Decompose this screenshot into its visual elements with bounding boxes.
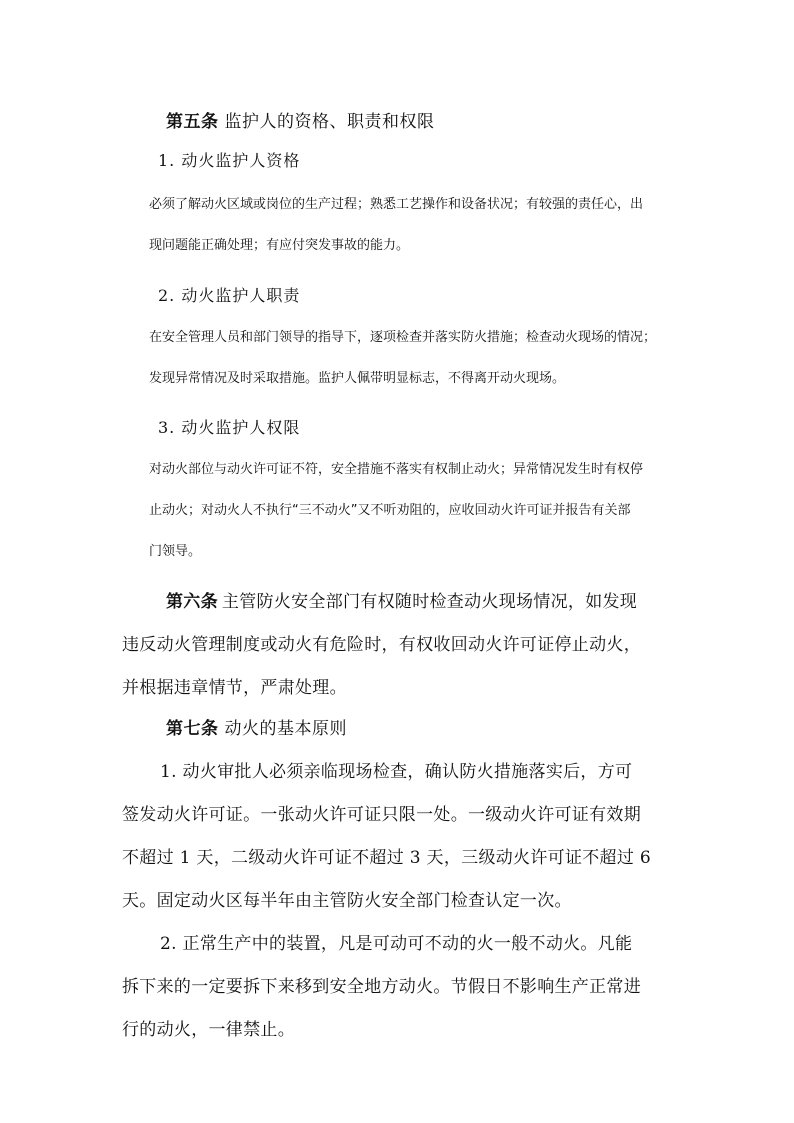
item-3-line-2: 止动火；对动火人不执行“三不动火”又不听劝阻的，应收回动火许可证并报告有关部 (149, 503, 631, 518)
article-7-para-1-line-3: 不超过 1 天，二级动火许可证不超过 3 天，三级动火许可证不超过 6 (122, 848, 651, 868)
article-7-heading (166, 714, 347, 739)
article-7-para-1-line-1: 1. 动火审批人必须亲临现场检查，确认防火措施落实后，方可 (160, 762, 633, 782)
article-6-line-3: 并根据违章情节，严肃处理。 (122, 678, 347, 698)
item-1-heading: 1. 动火监护人资格 (158, 151, 301, 170)
article-5-keyword: 第五条 (166, 112, 219, 132)
article-6-line-1: 第六条 主管防火安全部门有权随时检查动火现场情况，如发现 (166, 592, 638, 612)
article-6-keyword: 第六条 (166, 592, 218, 612)
article-7-title: 动火的基本原则 (224, 719, 347, 739)
article-5-title: 监护人的资格、职责和权限 (224, 112, 435, 132)
article-7-keyword: 第七条 (166, 719, 219, 739)
item-2-heading: 2. 动火监护人职责 (158, 286, 301, 305)
item-2-line-1: 在安全管理人员和部门领导的指导下，逐项检查并落实防火措施；检查动火现场的情况； (149, 330, 657, 345)
article-6-line-2: 违反动火管理制度或动火有危险时，有权收回动火许可证停止动火， (122, 635, 641, 655)
article-5-heading (166, 107, 435, 132)
item-3-line-3: 门领导。 (149, 544, 202, 559)
article-7-para-2-line-2: 拆下来的一定要拆下来移到安全地方动火。节假日不影响生产正常进 (122, 977, 641, 997)
item-1-line-2: 现问题能正确处理；有应付突发事故的能力。 (149, 238, 410, 253)
item-3-line-1: 对动火部位与动火许可证不符，安全措施不落实有权制止动火；异常情况发生时有权停 (149, 462, 644, 477)
article-7-para-2-line-1: 2. 正常生产中的装置，凡是可动可不动的火一般不动火。凡能 (160, 934, 633, 954)
article-7-para-2-line-3: 行的动火，一律禁止。 (122, 1020, 295, 1040)
item-2-line-2: 发现异常情况及时采取措施。监护人佩带明显标志，不得离开动火现场。 (149, 371, 566, 386)
item-1-line-1: 必须了解动火区域或岗位的生产过程；熟悉工艺操作和设备状况；有较强的责任心，出 (149, 197, 644, 212)
article-7-para-1-line-4: 天。固定动火区每半年由主管防火安全部门检查认定一次。 (122, 891, 572, 911)
item-3-heading: 3. 动火监护人权限 (158, 418, 301, 437)
article-7-para-1-line-2: 签发动火许可证。一张动火许可证只限一处。一级动火许可证有效期 (122, 805, 641, 825)
